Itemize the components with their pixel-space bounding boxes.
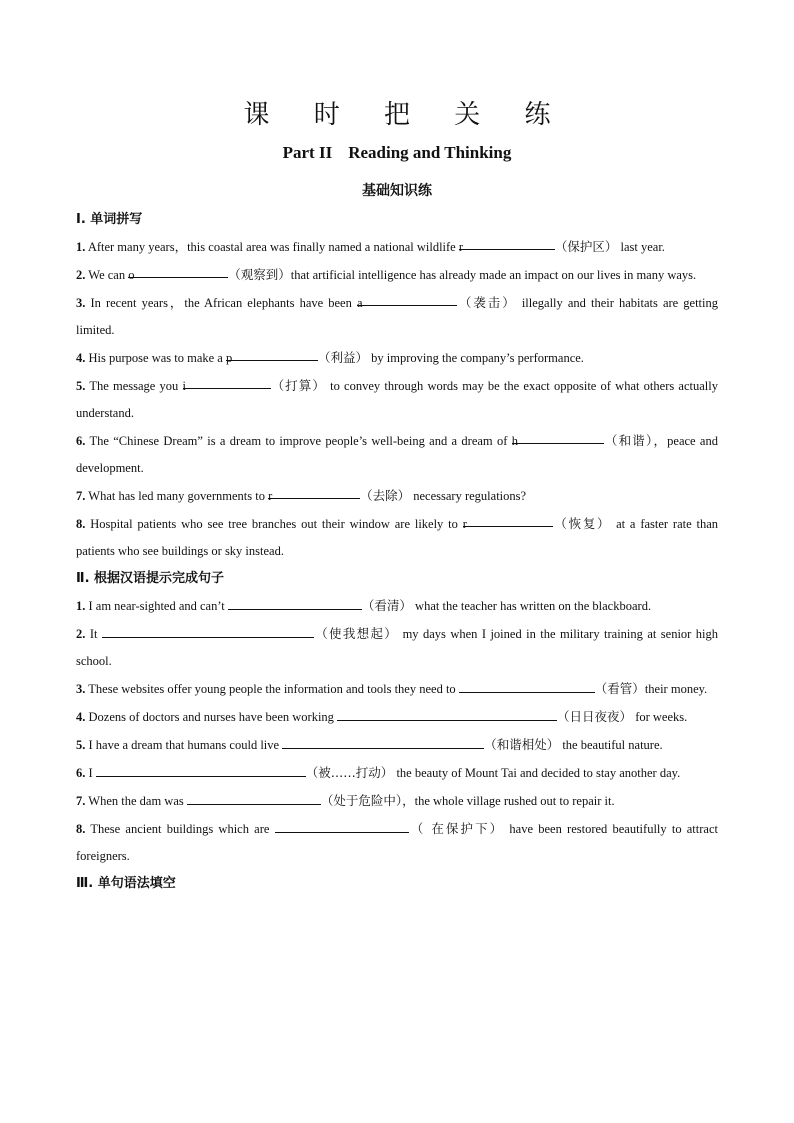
question-text-before: Hospital patients who see tree branches out their window are likely to <box>90 517 463 531</box>
question-text-before: After many years，this coastal area was finally named a national wildlife <box>87 240 459 254</box>
chinese-hint: （去除） <box>360 488 411 503</box>
question-item <box>76 510 718 565</box>
question-item <box>76 261 718 289</box>
answer-blank[interactable] <box>102 622 314 638</box>
worksheet-page <box>76 98 718 897</box>
chinese-hint: （保护区） <box>554 239 618 254</box>
question-text-after: by improving the company’s performance. <box>368 351 584 365</box>
subtitle-topic: Reading and Thinking <box>348 143 512 162</box>
chinese-hint: （看管） <box>594 681 645 696</box>
chinese-hint: （和谐相处） <box>484 737 560 752</box>
question-item <box>76 703 718 731</box>
subtitle-part: Part II <box>282 143 333 162</box>
chinese-hint: （处于危险中） <box>320 793 403 808</box>
chinese-hint: （被……打动） <box>305 765 394 780</box>
answer-blank[interactable] <box>275 817 409 833</box>
question-number: 5. <box>76 738 86 752</box>
chinese-hint: （ 在保护下） <box>408 821 505 836</box>
part2-heading: Ⅱ. 根据汉语提示完成句子 <box>76 571 225 586</box>
chinese-hint: （袭击） <box>456 295 517 310</box>
question-item <box>76 815 718 870</box>
question-number: 4. <box>76 710 86 724</box>
initial-letter: o <box>128 268 135 282</box>
question-text-after: necessary regulations? <box>410 489 527 503</box>
question-text-before: Dozens of doctors and nurses have been working <box>88 710 338 724</box>
question-item <box>76 482 718 510</box>
question-number: 8. <box>76 822 86 836</box>
initial-letter: p <box>225 351 233 365</box>
lesson-subtitle <box>76 142 718 164</box>
answer-blank[interactable] <box>356 290 457 310</box>
initial-letter: a <box>356 296 363 310</box>
question-text-after: to convey through words may be the exact opposite of what others actually understand. <box>76 379 718 420</box>
question-text-before: When the dam was <box>88 794 187 808</box>
question-item <box>76 344 718 372</box>
answer-blank[interactable] <box>228 594 362 610</box>
chinese-hint: （观察到） <box>228 267 291 282</box>
part1-list <box>76 233 718 565</box>
question-text-after: their money. <box>644 682 708 696</box>
chinese-hint: （利益） <box>317 350 368 365</box>
initial-letter: r <box>268 489 273 503</box>
part3-heading: Ⅲ. 单句语法填空 <box>76 876 176 891</box>
question-text-before: I <box>88 766 96 780</box>
question-number: 2. <box>76 268 86 282</box>
question-item <box>76 759 718 787</box>
question-number: 6. <box>76 766 86 780</box>
initial-letter: r <box>462 517 467 531</box>
question-number: 7. <box>76 489 86 503</box>
question-number: 7. <box>76 794 86 808</box>
question-text-after: the beautiful nature. <box>559 738 663 752</box>
question-text-before: I am near-sighted and can’t <box>88 599 228 613</box>
answer-blank[interactable] <box>282 733 484 749</box>
question-item <box>76 620 718 675</box>
question-number: 3. <box>76 682 86 696</box>
question-item <box>76 592 718 620</box>
question-text-before: We can <box>88 268 129 282</box>
question-number: 1. <box>76 240 86 254</box>
question-number: 8. <box>76 517 86 531</box>
section-title: 基础知识练 <box>362 183 432 199</box>
answer-blank[interactable] <box>459 677 595 693</box>
answer-blank[interactable] <box>96 761 306 777</box>
question-item <box>76 787 718 815</box>
question-item <box>76 289 718 344</box>
question-text-after: what the teacher has written on the blackboard. <box>411 599 652 613</box>
initial-letter: h <box>511 434 518 448</box>
question-item <box>76 675 718 703</box>
question-text-after: have been restored beautifully to attract foreigners. <box>76 822 718 863</box>
question-item <box>76 233 718 261</box>
initial-letter: i <box>182 379 186 393</box>
question-item <box>76 372 718 427</box>
question-text-after: for weeks. <box>632 710 688 724</box>
question-text-before: These ancient buildings which are <box>90 822 275 836</box>
question-text-before: These websites offer young people the information and tools they need to <box>88 682 459 696</box>
question-item <box>76 731 718 759</box>
question-text-before: What has led many governments to <box>88 489 269 503</box>
chinese-hint: （和谐）， <box>603 433 668 448</box>
question-number: 6. <box>76 434 86 448</box>
question-number: 4. <box>76 351 86 365</box>
answer-blank[interactable] <box>225 345 318 365</box>
part2-list <box>76 592 718 870</box>
answer-blank[interactable] <box>128 262 228 282</box>
question-item <box>76 427 718 482</box>
chinese-hint: （恢复） <box>552 516 612 531</box>
answer-blank[interactable] <box>187 789 321 805</box>
question-text-after: at a faster rate than patients who see buildings or sky instead. <box>76 517 718 558</box>
question-text-before: The “Chinese Dream” is a dream to improve people’s well-being and a dream of <box>89 434 512 448</box>
chinese-hint: （日日夜夜） <box>557 709 633 724</box>
answer-blank[interactable] <box>458 234 555 254</box>
part1-heading: Ⅰ. 单词拼写 <box>76 212 143 227</box>
question-text-after: illegally and their habitats are getting limited. <box>76 296 719 337</box>
question-number: 2. <box>76 627 86 641</box>
answer-blank[interactable] <box>511 428 604 448</box>
question-text-after: my days when I joined in the military training at senior high school. <box>76 627 719 668</box>
chinese-hint: （使我想起） <box>313 626 399 641</box>
answer-blank[interactable] <box>182 373 271 393</box>
question-text-before: In recent years，the African elephants have been <box>90 296 357 310</box>
initial-letter: r <box>458 240 464 254</box>
chinese-hint: （打算） <box>270 378 326 393</box>
question-text-before: It <box>89 627 102 641</box>
question-text-after: the beauty of Mount Tai and decided to stay another day. <box>393 766 681 780</box>
question-text-before: His purpose was to make a <box>88 351 226 365</box>
answer-blank[interactable] <box>462 511 553 531</box>
question-number: 3. <box>76 296 86 310</box>
question-number: 1. <box>76 599 86 613</box>
question-text-after: peace and development. <box>76 434 718 475</box>
chinese-hint: （看清） <box>361 598 412 613</box>
question-text-after: that artificial intelligence has already made an impact on our lives in many ways. <box>290 268 697 282</box>
answer-blank[interactable] <box>337 705 557 721</box>
question-text-after: ，the whole village rushed out to repair it. <box>402 794 615 808</box>
question-text-before: The message you <box>89 379 183 393</box>
question-number: 5. <box>76 379 86 393</box>
question-text-after: last year. <box>617 240 665 254</box>
question-text-before: I have a dream that humans could live <box>88 738 283 752</box>
page-title: 课 时 把 关 练 <box>243 100 569 130</box>
answer-blank[interactable] <box>268 483 360 503</box>
